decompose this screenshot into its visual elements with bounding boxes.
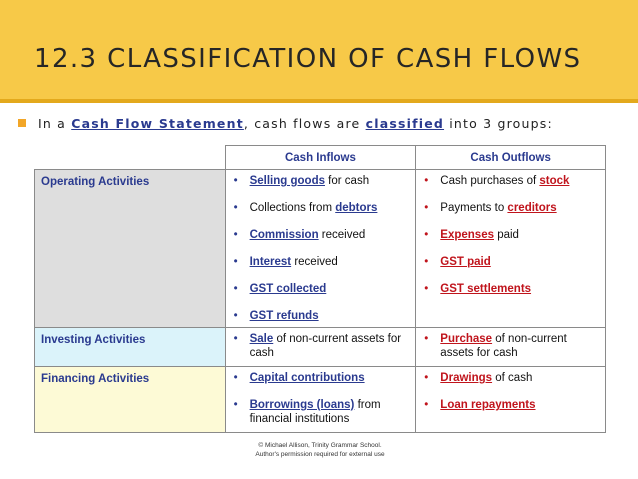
list-item xyxy=(234,201,412,215)
row-label-operating: Operating Activities xyxy=(35,170,226,328)
item-text: received xyxy=(318,229,366,241)
list-item xyxy=(234,282,412,296)
bullet-icon: • xyxy=(424,175,429,187)
list-item xyxy=(234,228,412,242)
item-text: of non-current assets for cash xyxy=(249,333,402,359)
bullet-icon: • xyxy=(424,399,429,411)
keyword: Interest xyxy=(249,256,292,268)
financing-outflows-cell xyxy=(416,367,606,433)
intro-keyword-classified: classified xyxy=(365,116,445,131)
keyword: GST refunds xyxy=(249,310,319,322)
bullet-icon: • xyxy=(233,399,238,411)
investing-inflows-cell xyxy=(225,328,416,367)
list-item xyxy=(234,255,412,269)
item-text: of non-current assets for cash xyxy=(440,333,567,359)
keyword: Borrowings (loans) xyxy=(249,399,355,411)
square-bullet-icon xyxy=(18,119,26,127)
list-item xyxy=(424,174,601,188)
bullet-icon: • xyxy=(233,333,238,345)
header-cash-outflows: Cash Outflows xyxy=(416,146,606,170)
list-item xyxy=(234,174,412,188)
copyright-line-1: © Michael Allison, Trinity Grammar School. xyxy=(258,442,382,449)
intro-post: into 3 groups: xyxy=(444,116,553,131)
item-text: paid xyxy=(494,229,519,241)
list-item xyxy=(424,371,601,385)
keyword: creditors xyxy=(507,202,557,214)
list-item xyxy=(424,398,601,412)
bullet-icon: • xyxy=(424,202,429,214)
title-band xyxy=(0,0,638,103)
list-item xyxy=(424,282,601,296)
slide-title: 12.3 CLASSIFICATION OF CASH FLOWS xyxy=(34,44,582,74)
item-text: Collections from xyxy=(249,202,336,214)
copyright-line-2: Author's permission required for external use xyxy=(255,451,385,458)
bullet-icon: • xyxy=(233,283,238,295)
header-cash-inflows: Cash Inflows xyxy=(225,146,416,170)
keyword: Capital contributions xyxy=(249,372,365,384)
list-item xyxy=(234,398,412,426)
intro-line xyxy=(18,116,628,136)
list-item xyxy=(234,332,412,360)
row-operating xyxy=(35,170,606,328)
cash-flow-table xyxy=(34,145,606,433)
list-item xyxy=(424,332,601,360)
keyword: Selling goods xyxy=(249,175,325,187)
keyword: Expenses xyxy=(440,229,494,241)
list-item xyxy=(234,309,412,323)
bullet-icon: • xyxy=(233,175,238,187)
item-text: received xyxy=(291,256,338,268)
keyword: Drawings xyxy=(440,372,493,384)
bullet-icon: • xyxy=(233,256,238,268)
bullet-icon: • xyxy=(233,372,238,384)
row-financing xyxy=(35,367,606,433)
keyword: Loan repayments xyxy=(440,399,536,411)
intro-mid: , cash flows are xyxy=(243,116,366,131)
intro-keyword-cash-flow-statement: Cash Flow Statement xyxy=(71,116,244,131)
item-text: Payments to xyxy=(440,202,508,214)
row-label-investing: Investing Activities xyxy=(35,328,226,367)
operating-outflows-cell xyxy=(416,170,606,328)
keyword: Purchase xyxy=(440,333,493,345)
bullet-icon: • xyxy=(233,202,238,214)
bullet-icon: • xyxy=(233,229,238,241)
bullet-icon: • xyxy=(424,256,429,268)
row-investing xyxy=(35,328,606,367)
bullet-icon: • xyxy=(424,283,429,295)
item-text: of cash xyxy=(492,372,533,384)
investing-outflows-cell xyxy=(416,328,606,367)
item-text: from financial institutions xyxy=(249,399,381,425)
operating-inflows-cell xyxy=(225,170,416,328)
bullet-icon: • xyxy=(424,229,429,241)
list-item xyxy=(424,201,601,215)
list-item xyxy=(424,255,601,269)
copyright-notice xyxy=(34,441,606,459)
keyword: GST paid xyxy=(440,256,491,268)
item-text: for cash xyxy=(324,175,370,187)
keyword: Commission xyxy=(249,229,319,241)
keyword: GST collected xyxy=(249,283,327,295)
list-item xyxy=(424,228,601,242)
keyword: stock xyxy=(539,175,570,187)
row-label-financing: Financing Activities xyxy=(35,367,226,433)
intro-pre: In a xyxy=(38,116,72,131)
bullet-icon: • xyxy=(424,372,429,384)
keyword: GST settlements xyxy=(440,283,532,295)
list-item xyxy=(234,371,412,385)
bullet-icon: • xyxy=(233,310,238,322)
table-header-row xyxy=(35,146,606,170)
keyword: debtors xyxy=(335,202,378,214)
keyword: Sale xyxy=(249,333,274,345)
item-text: Cash purchases of xyxy=(440,175,540,187)
financing-inflows-cell xyxy=(225,367,416,433)
bullet-icon: • xyxy=(424,333,429,345)
header-empty-cell xyxy=(35,146,226,170)
